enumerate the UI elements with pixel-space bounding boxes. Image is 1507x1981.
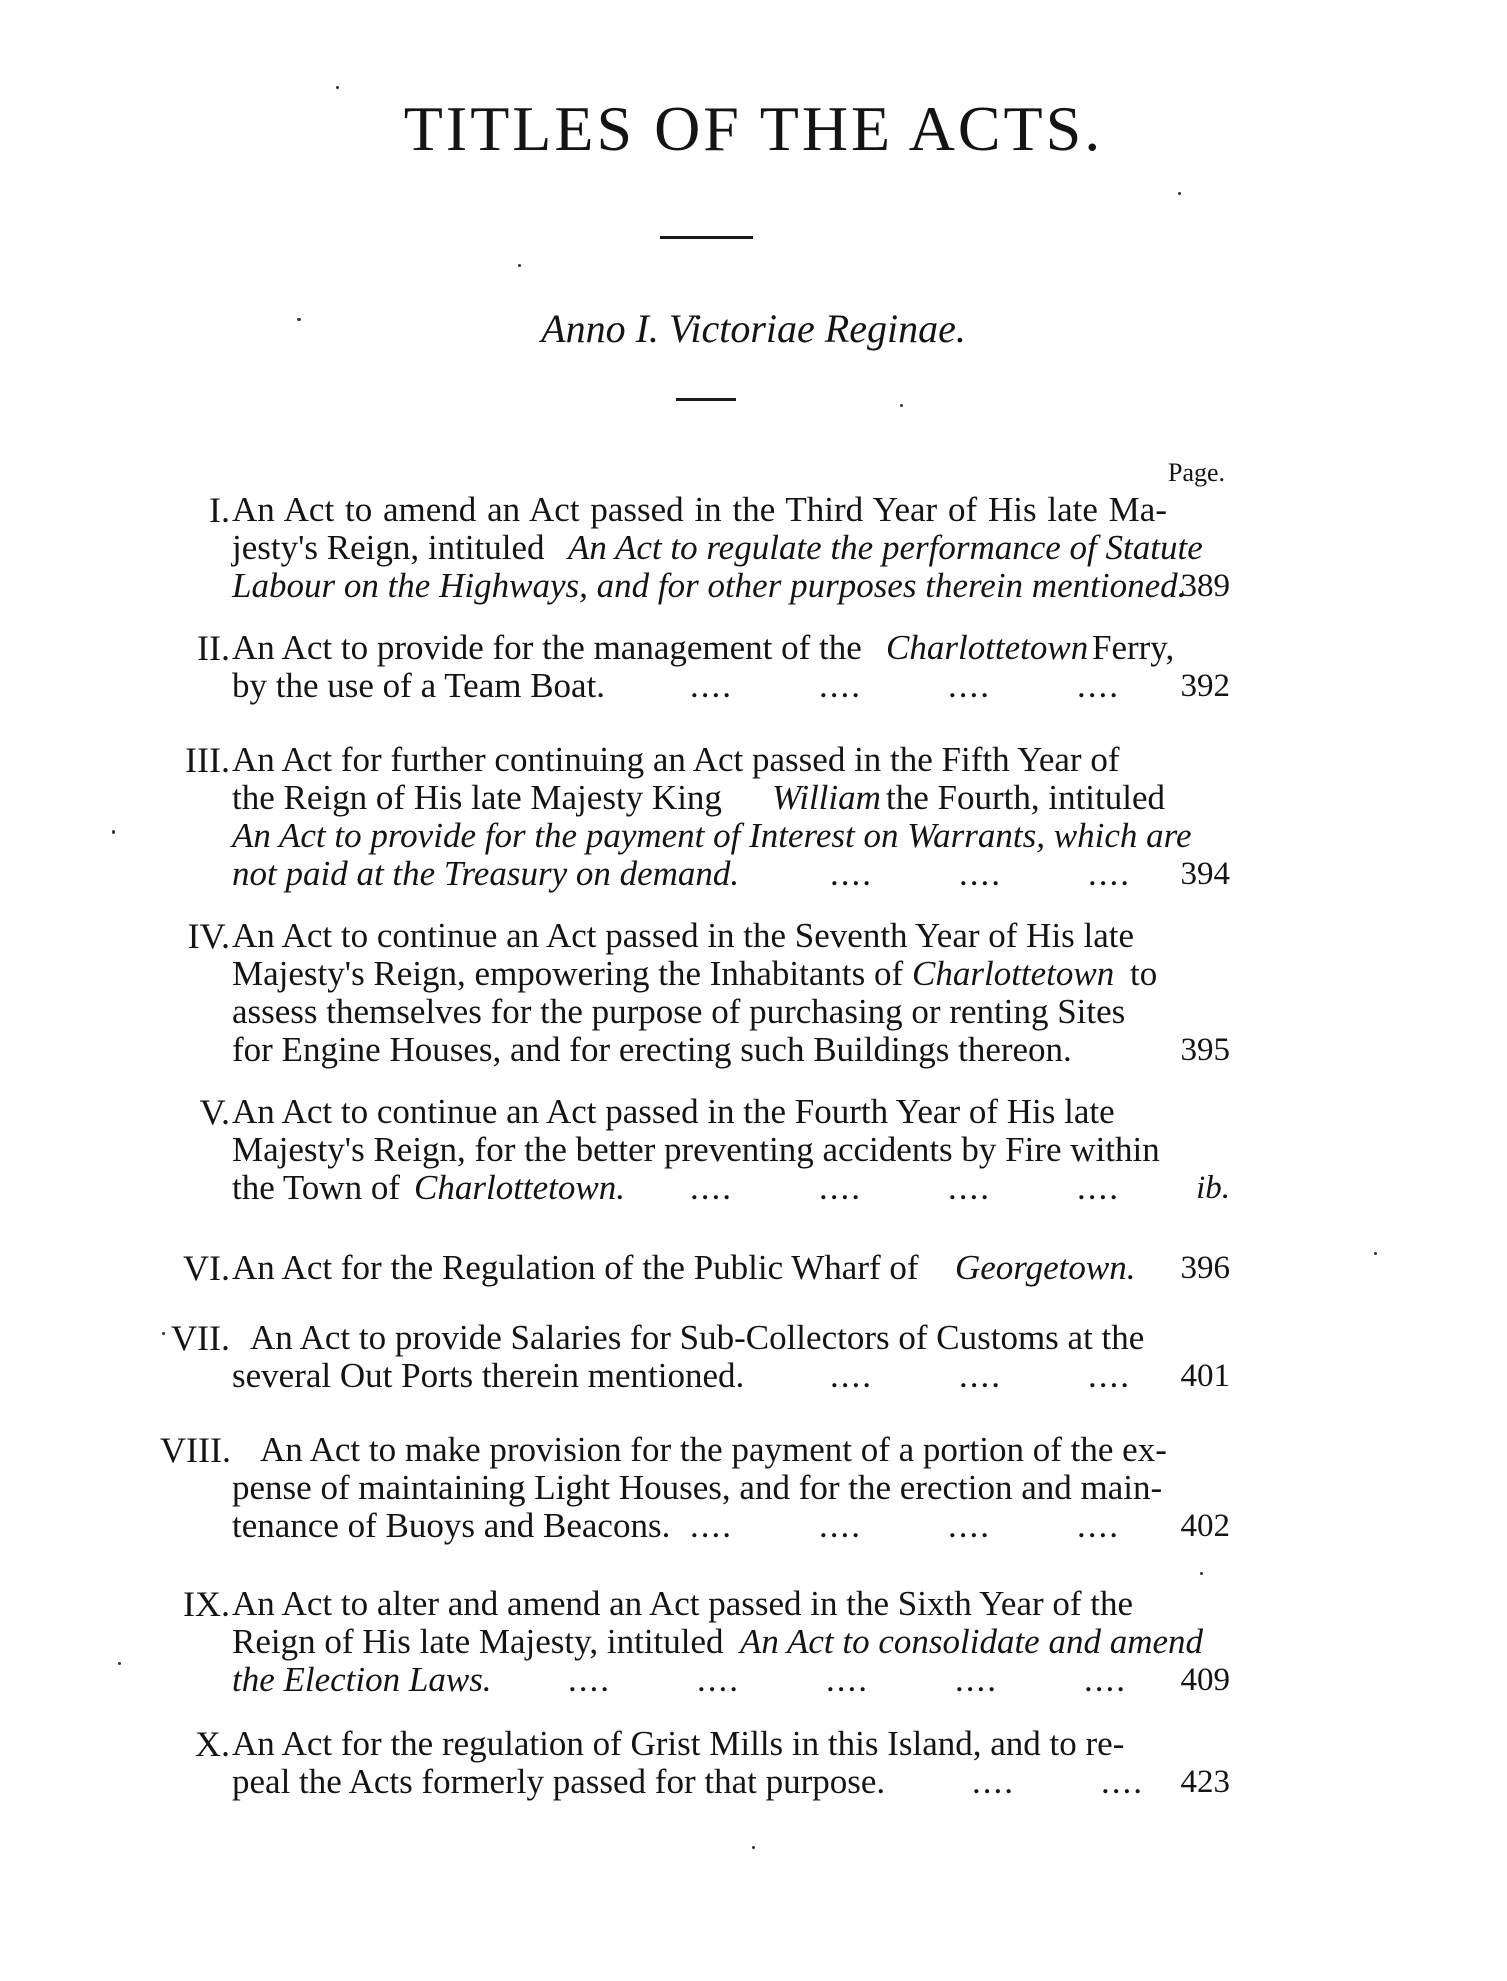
dot-leader: .... .... .... bbox=[830, 1356, 1131, 1395]
act-cited-title: the Election Laws. bbox=[232, 1660, 492, 1699]
act-text-line: An Act for the regulation of Grist Mills in this Island, and to re- bbox=[232, 1724, 1125, 1763]
act-number: IV. bbox=[187, 916, 230, 956]
page-number: 392 bbox=[1180, 668, 1230, 704]
act-text-line: Ferry, bbox=[1092, 628, 1175, 667]
page-number: 389 bbox=[1180, 568, 1230, 604]
act-text-line: the Fourth, intituled bbox=[886, 778, 1166, 817]
act-cited-title: not paid at the Treasury on demand. bbox=[232, 854, 740, 893]
page-number: ib. bbox=[1196, 1170, 1230, 1206]
scan-speck bbox=[112, 830, 115, 834]
scan-speck bbox=[162, 1332, 165, 1335]
page-number: 396 bbox=[1180, 1250, 1230, 1286]
act-number: VI. bbox=[183, 1248, 230, 1288]
page-number: 395 bbox=[1180, 1032, 1230, 1068]
act-text-line: assess themselves for the purpose of purchasing or renting Sites bbox=[232, 992, 1126, 1031]
act-text-line: Reign of His late Majesty, intituled bbox=[232, 1622, 724, 1661]
dot-leader: .... .... bbox=[972, 1762, 1144, 1801]
act-cited-title: An Act to provide for the payment of Interest on Warrants, which are bbox=[232, 816, 1192, 855]
person-name: William bbox=[772, 778, 881, 817]
dot-leader: .... .... .... .... bbox=[690, 1168, 1120, 1207]
act-number: X. bbox=[195, 1724, 230, 1764]
act-text-line: An Act to provide for the management of the bbox=[232, 628, 862, 667]
scan-speck bbox=[752, 1846, 755, 1849]
page-title: TITLES OF THE ACTS. bbox=[403, 93, 1104, 164]
place-name: Charlottetown bbox=[886, 628, 1089, 667]
act-text-line: by the use of a Team Boat. bbox=[232, 666, 606, 705]
act-number: VIII. bbox=[160, 1430, 231, 1470]
place-name: Georgetown. bbox=[955, 1248, 1136, 1287]
scan-speck bbox=[518, 264, 521, 267]
act-text-line: tenance of Buoys and Beacons. bbox=[232, 1506, 671, 1545]
page-number: 401 bbox=[1180, 1358, 1230, 1394]
act-cited-title: An Act to consolidate and amend bbox=[740, 1622, 1204, 1661]
scan-speck bbox=[118, 1662, 121, 1665]
act-text-line: An Act to make provision for the payment of a portion of the ex- bbox=[260, 1430, 1167, 1469]
act-number: II. bbox=[197, 628, 230, 668]
act-text-line: An Act to continue an Act passed in the Seventh Year of His late bbox=[232, 916, 1135, 955]
act-text-line: pense of maintaining Light Houses, and for the erection and main- bbox=[232, 1468, 1163, 1507]
dot-leader: .... .... .... .... bbox=[690, 666, 1120, 705]
page-number: 423 bbox=[1180, 1764, 1230, 1800]
place-name: Charlottetown bbox=[912, 954, 1115, 993]
act-text-line: An Act for further continuing an Act passed in the Fifth Year of bbox=[232, 740, 1120, 779]
act-number: IX. bbox=[183, 1584, 230, 1624]
act-text-line: Majesty's Reign, empowering the Inhabitants of bbox=[232, 954, 904, 993]
act-text-line: jesty's Reign, intituled bbox=[232, 528, 545, 567]
act-number: I. bbox=[209, 490, 230, 530]
act-text-line: An Act to amend an Act passed in the Third Year of His late Ma- bbox=[232, 490, 1167, 529]
act-text-line: An Act for the Regulation of the Public Wharf of bbox=[232, 1248, 919, 1287]
dot-leader: .... .... .... .... .... bbox=[568, 1660, 1127, 1699]
act-text-line: several Out Ports therein mentioned. bbox=[232, 1356, 745, 1395]
act-number: VII. bbox=[171, 1318, 230, 1358]
act-text-line: An Act to alter and amend an Act passed in the Sixth Year of the bbox=[232, 1584, 1134, 1623]
act-cited-title: An Act to regulate the performance of Statute bbox=[568, 528, 1203, 567]
page-number: 409 bbox=[1180, 1662, 1230, 1698]
page-column-label: Page. bbox=[1168, 458, 1226, 487]
scan-speck bbox=[297, 318, 301, 321]
act-text-line: peal the Acts formerly passed for that purpose. bbox=[232, 1762, 886, 1801]
act-text-line: to bbox=[1130, 954, 1158, 993]
page-number: 402 bbox=[1180, 1508, 1230, 1544]
act-number: V. bbox=[199, 1092, 230, 1132]
regnal-year-heading: Anno I. Victoriae Reginae. bbox=[541, 306, 966, 351]
scan-speck bbox=[336, 86, 339, 89]
act-text-line: for Engine Houses, and for erecting such Buildings thereon. bbox=[232, 1030, 1072, 1069]
subtitle-rule bbox=[676, 398, 736, 401]
scan-speck bbox=[1374, 1252, 1377, 1255]
scan-speck bbox=[1200, 1572, 1203, 1575]
scan-speck bbox=[900, 404, 903, 407]
title-rule bbox=[660, 236, 753, 239]
act-cited-title: Labour on the Highways, and for other purposes therein mentioned. bbox=[232, 566, 1187, 605]
scan-speck bbox=[1178, 192, 1181, 195]
act-text-line: the Town of bbox=[232, 1168, 400, 1207]
page-number: 394 bbox=[1180, 856, 1230, 892]
act-text-line: An Act to continue an Act passed in the Fourth Year of His late bbox=[232, 1092, 1115, 1131]
act-text-line: An Act to provide Salaries for Sub-Collectors of Customs at the bbox=[250, 1318, 1145, 1357]
act-text-line: Majesty's Reign, for the better preventing accidents by Fire within bbox=[232, 1130, 1160, 1169]
act-text-line: the Reign of His late Majesty King bbox=[232, 778, 722, 817]
place-name: Charlottetown. bbox=[414, 1168, 625, 1207]
dot-leader: .... .... .... bbox=[830, 854, 1131, 893]
dot-leader: .... .... .... .... bbox=[690, 1506, 1120, 1545]
act-number: III. bbox=[185, 740, 230, 780]
